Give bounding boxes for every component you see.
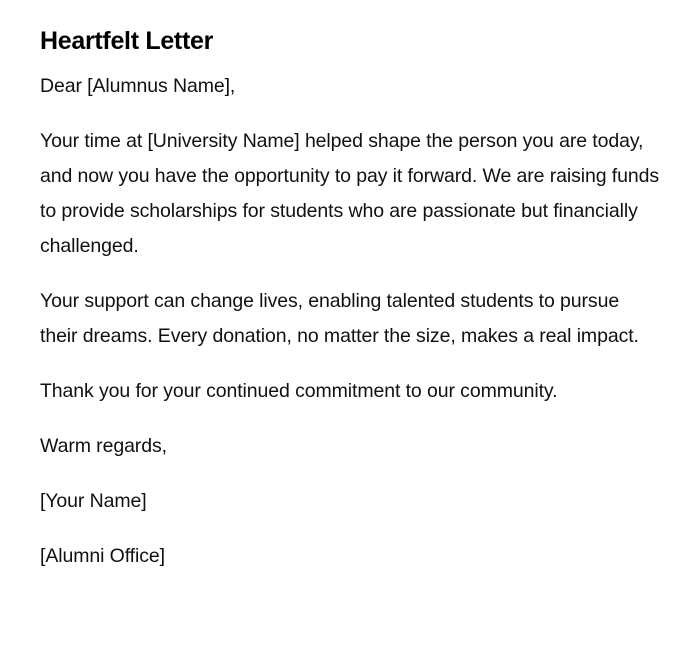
letter-title: Heartfelt Letter [40, 27, 214, 55]
body-paragraph-2: Your support can change lives, enabling talented students to pursue their dreams. Every donation, no matter the size, makes a real impact. [40, 290, 639, 347]
signature-office: [Alumni Office] [40, 545, 165, 567]
salutation: Dear [Alumnus Name], [40, 75, 236, 97]
signature-name: [Your Name] [40, 490, 147, 512]
closing: Warm regards, [40, 435, 167, 457]
body-paragraph-3: Thank you for your continued commitment to our community. [40, 380, 558, 402]
body-paragraph-1: Your time at [University Name] helped shape the person you are today, and now you have the opportunity to pay it forward. We are raising funds to provide scholarships for students who are passionate but financially challenged. [40, 130, 659, 257]
